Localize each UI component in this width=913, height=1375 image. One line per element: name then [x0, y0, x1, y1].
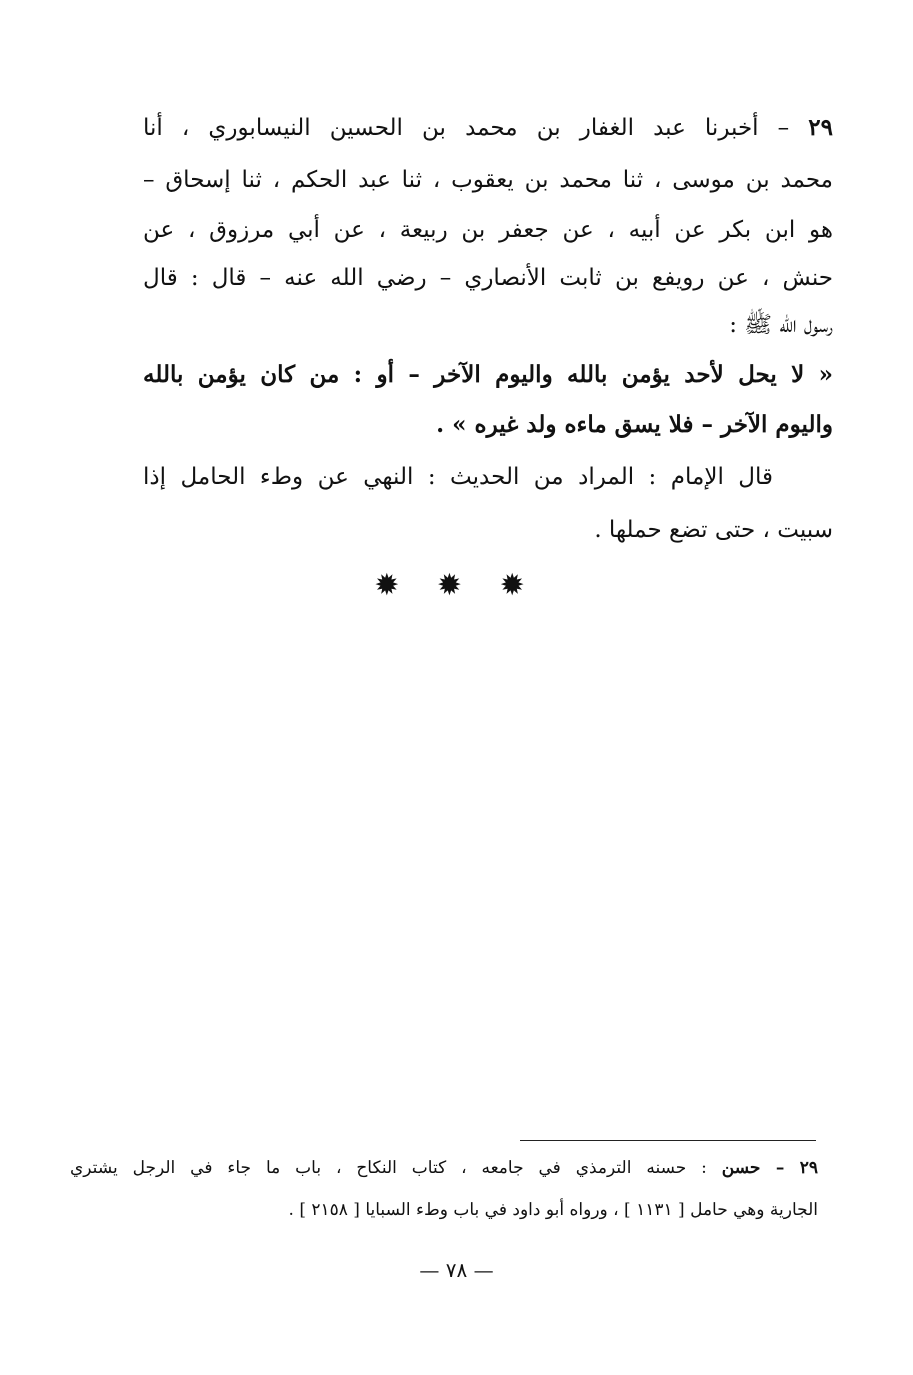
page-number: — ٧٨ — — [419, 1258, 494, 1282]
commentary-line-1: قال الإمام : المراد من الحديث : النهي عن وطء الحامل إذا — [143, 464, 773, 490]
footnote-line-1-text: : حسنه الترمذي في جامعه ، كتاب النكاح ، باب ما جاء في الرجل يشتري — [70, 1158, 722, 1178]
hadith-line-2: محمد بن موسى ، ثنا محمد بن يعقوب ، ثنا عبد الحكم ، ثنا إسحاق – — [143, 167, 833, 193]
footnote-lead: ٢٩ – حسن — [721, 1158, 819, 1178]
hadith-number: ٢٩ — [808, 114, 833, 141]
hadith-line-4: حنش ، عن رويفع بن ثابت الأنصاري – رضي الله عنه – قال : قال — [143, 265, 833, 291]
footnote-divider — [520, 1140, 816, 1141]
matn-line-1: « لا يحل لأحد يؤمن بالله واليوم الآخر – أو : من كان يؤمن بالله — [143, 361, 833, 388]
hadith-line-1-text: – أخبرنا عبد الغفار بن محمد بن الحسين النيسابوري ، أنا — [143, 115, 809, 141]
footnote-line-2: الجارية وهي حامل [ ١١٣١ ] ، ورواه أبو داود في باب وطء السبايا [ ٢١٥٨ ] . — [288, 1200, 818, 1220]
commentary-line-2: سبيت ، حتى تضع حملها . — [594, 517, 833, 543]
section-separator-stars: ✹ ✹ ✹ — [374, 568, 539, 603]
hadith-line-5: رسول الله ﷺ : — [729, 312, 833, 338]
hadith-line-1 — [143, 103, 833, 153]
footnote-line-1 — [70, 1148, 818, 1188]
hadith-line-3: هو ابن بكر عن أبيه ، عن جعفر بن ربيعة ، عن أبي مرزوق ، عن — [143, 217, 833, 243]
matn-line-2: واليوم الآخر – فلا يسق ماءه ولد غيره » . — [436, 411, 833, 438]
